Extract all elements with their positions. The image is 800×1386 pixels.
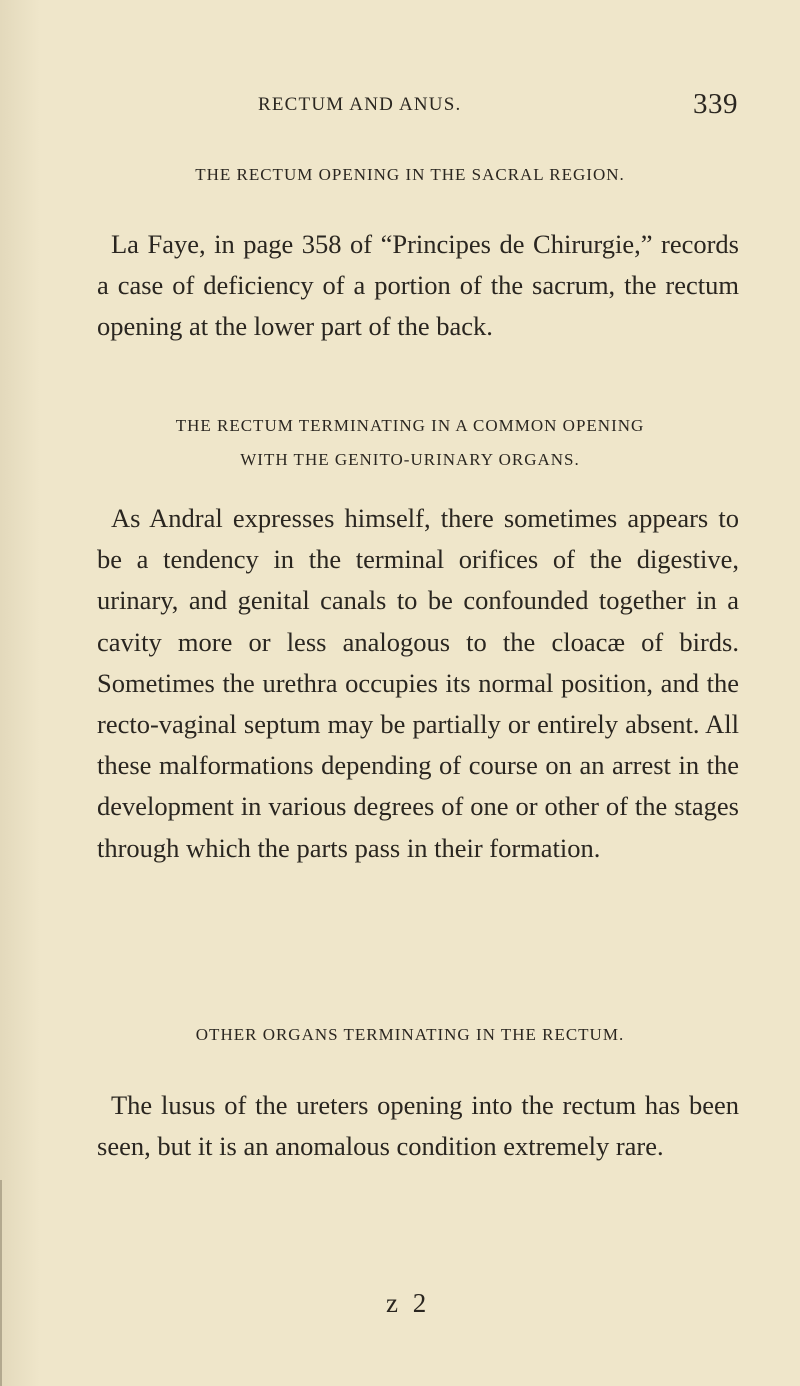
section-heading-common-opening-line2: WITH THE GENITO-URINARY ORGANS. <box>240 450 580 469</box>
signature-mark: z 2 <box>386 1288 431 1318</box>
paragraph-common-opening: As Andral expresses himself, there sometimes appears to be a tendency in the terminal orifices of the digestive, urinary, and genital canals to be confounded together in a cavity more or less analogous to the cloacæ of birds. Sometimes the urethra occupies its normal position, and the recto-vaginal septum may be partially or entirely absent. All these malformations depending of course on an arrest in the development in various degrees of one or other of the stages through which the parts pass in their formation. <box>97 503 739 863</box>
page-number: 339 <box>693 88 738 120</box>
running-title: RECTUM AND ANUS. <box>258 94 462 115</box>
section-heading-common-opening-line1: THE RECTUM TERMINATING IN A COMMON OPENING <box>175 416 645 435</box>
paragraph-sacral: La Faye, in page 358 of “Principes de Chirurgie,” records a case of deficiency of a portion of the sacrum, the rectum opening at the lower part of the back. <box>97 229 739 342</box>
section-heading-common-opening <box>95 409 725 477</box>
running-head <box>258 88 738 132</box>
section-heading-sacral: THE RECTUM OPENING IN THE SACRAL REGION. <box>195 165 625 184</box>
paragraph-other-organs: The lusus of the ureters opening into the rectum has been seen, but it is an anomalous condition extremely rare. <box>97 1090 739 1162</box>
section-heading-other-organs: OTHER ORGANS TERMINATING IN THE RECTUM. <box>195 1025 625 1044</box>
page-edge-shadow <box>0 1180 2 1386</box>
